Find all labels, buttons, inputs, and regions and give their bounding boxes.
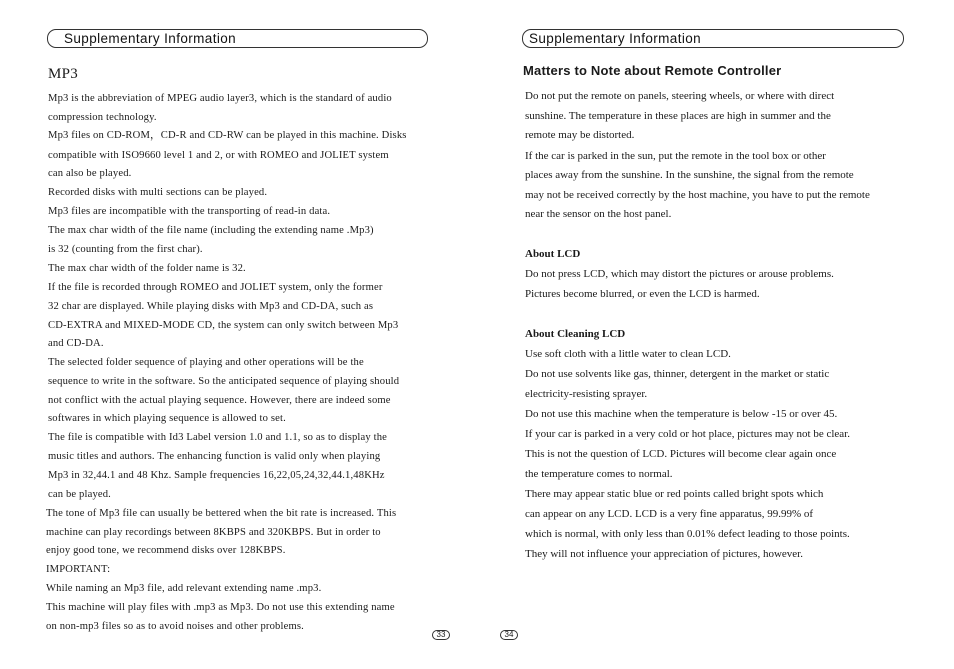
text-line: places away from the sunshine. In the sunshine, the signal from the remote xyxy=(525,169,854,181)
text-line: on non-mp3 files so as to avoid noises and other problems. xyxy=(46,621,304,632)
text-line: If the file is recorded through ROMEO and JOLIET system, only the former xyxy=(48,282,383,293)
text-line: the temperature comes to normal. xyxy=(525,468,673,480)
text-line: Do not press LCD, which may distort the pictures or arouse problems. xyxy=(525,268,834,280)
text-line: Mp3 files are incompatible with the transporting of read-in data. xyxy=(48,206,331,217)
text-line: The tone of Mp3 file can usually be bettered when the bit rate is increased. This xyxy=(46,508,397,519)
text-line: not conflict with the actual playing sequence. However, there are indeed some xyxy=(48,395,391,406)
text-line: softwares in which playing sequence is allowed to set. xyxy=(48,413,286,424)
page-number-right: 34 xyxy=(500,630,518,640)
text-line: which is normal, with only less than 0.01% defect leading to those points. xyxy=(525,528,850,540)
text-line: electricity-resisting sprayer. xyxy=(525,388,648,400)
text-line: Recorded disks with multi sections can be played. xyxy=(48,187,268,198)
text-line: 32 char are displayed. While playing disks with Mp3 and CD-DA, such as xyxy=(48,301,374,312)
text-line: This machine will play files with .mp3 as Mp3. Do not use this extending name xyxy=(46,602,395,613)
text-line: The max char width of the file name (including the extending name .Mp3) xyxy=(48,225,374,236)
text-line: can be played. xyxy=(48,489,111,500)
text-line: sunshine. The temperature in these places are high in summer and the xyxy=(525,110,831,122)
text-line: may not be received correctly by the host machine, you have to put the remote xyxy=(525,189,870,201)
subheading: About Cleaning LCD xyxy=(525,328,626,340)
text-line: compatible with ISO9660 level 1 and 2, or with ROMEO and JOLIET system xyxy=(48,150,389,161)
text-line: enjoy good tone, we recommend disks over 128KBPS. xyxy=(46,545,286,556)
text-line: There may appear static blue or red points called bright spots which xyxy=(525,488,824,500)
text-line: Do not use solvents like gas, thinner, detergent in the market or static xyxy=(525,368,830,380)
text-line: sequence to write in the software. So the anticipated sequence of playing should xyxy=(48,376,400,387)
subheading: About LCD xyxy=(525,248,581,260)
text-line: The selected folder sequence of playing and other operations will be the xyxy=(48,357,364,368)
text-line: The file is compatible with Id3 Label version 1.0 and 1.1, so as to display the xyxy=(48,432,388,443)
text-line: compression technology. xyxy=(48,112,157,123)
text-line: Mp3 in 32,44.1 and 48 Khz. Sample frequencies 16,22,05,24,32,44.1,48KHz xyxy=(48,470,385,481)
text-line: near the sensor on the host panel. xyxy=(525,208,672,220)
text-line: remote may be distorted. xyxy=(525,129,635,141)
text-line: Mp3 is the abbreviation of MPEG audio layer3, which is the standard of audio xyxy=(48,93,392,104)
text-line: Pictures become blurred, or even the LCD is harmed. xyxy=(525,288,760,300)
text-line: If your car is parked in a very cold or hot place, pictures may not be clear. xyxy=(525,428,850,440)
text-line: music titles and authors. The enhancing function is valid only when playing xyxy=(48,451,381,462)
text-line: This is not the question of LCD. Pictures will become clear again once xyxy=(525,448,837,460)
text-line: and CD-DA. xyxy=(48,338,104,349)
text-line: Do not put the remote on panels, steering wheels, or where with direct xyxy=(525,90,835,102)
text-line: can also be played. xyxy=(48,168,132,179)
left-header: Supplementary Information xyxy=(47,29,428,48)
mp3-section-title: MP3 xyxy=(48,66,79,82)
text-line: The max char width of the folder name is 32. xyxy=(48,263,246,274)
page-number-left: 33 xyxy=(432,630,450,640)
text-line: machine can play recordings between 8KBPS and 320KBPS. But in order to xyxy=(46,527,381,538)
text-line: is 32 (counting from the first char). xyxy=(48,244,203,255)
text-line: Do not use this machine when the temperature is below -15 or over 45. xyxy=(525,408,838,420)
right-page xyxy=(477,0,954,669)
text-line: They will not influence your appreciation of pictures, however. xyxy=(525,548,803,560)
text-line: While naming an Mp3 file, add relevant extending name .mp3. xyxy=(46,583,322,594)
remote-section-title: Matters to Note about Remote Controller xyxy=(523,63,782,78)
text-line: IMPORTANT: xyxy=(46,564,111,575)
right-header: Supplementary Information xyxy=(522,29,904,48)
text-line: If the car is parked in the sun, put the remote in the tool box or other xyxy=(525,150,826,162)
text-line: CD-EXTRA and MIXED-MODE CD, the system can only switch between Mp3 xyxy=(48,320,399,331)
text-line: Use soft cloth with a little water to clean LCD. xyxy=(525,348,731,360)
text-line: can appear on any LCD. LCD is a very fine apparatus, 99.99% of xyxy=(525,508,814,520)
text-line: Mp3 files on CD-ROM，CD-R and CD-RW can be played in this machine. Disks xyxy=(48,130,407,141)
